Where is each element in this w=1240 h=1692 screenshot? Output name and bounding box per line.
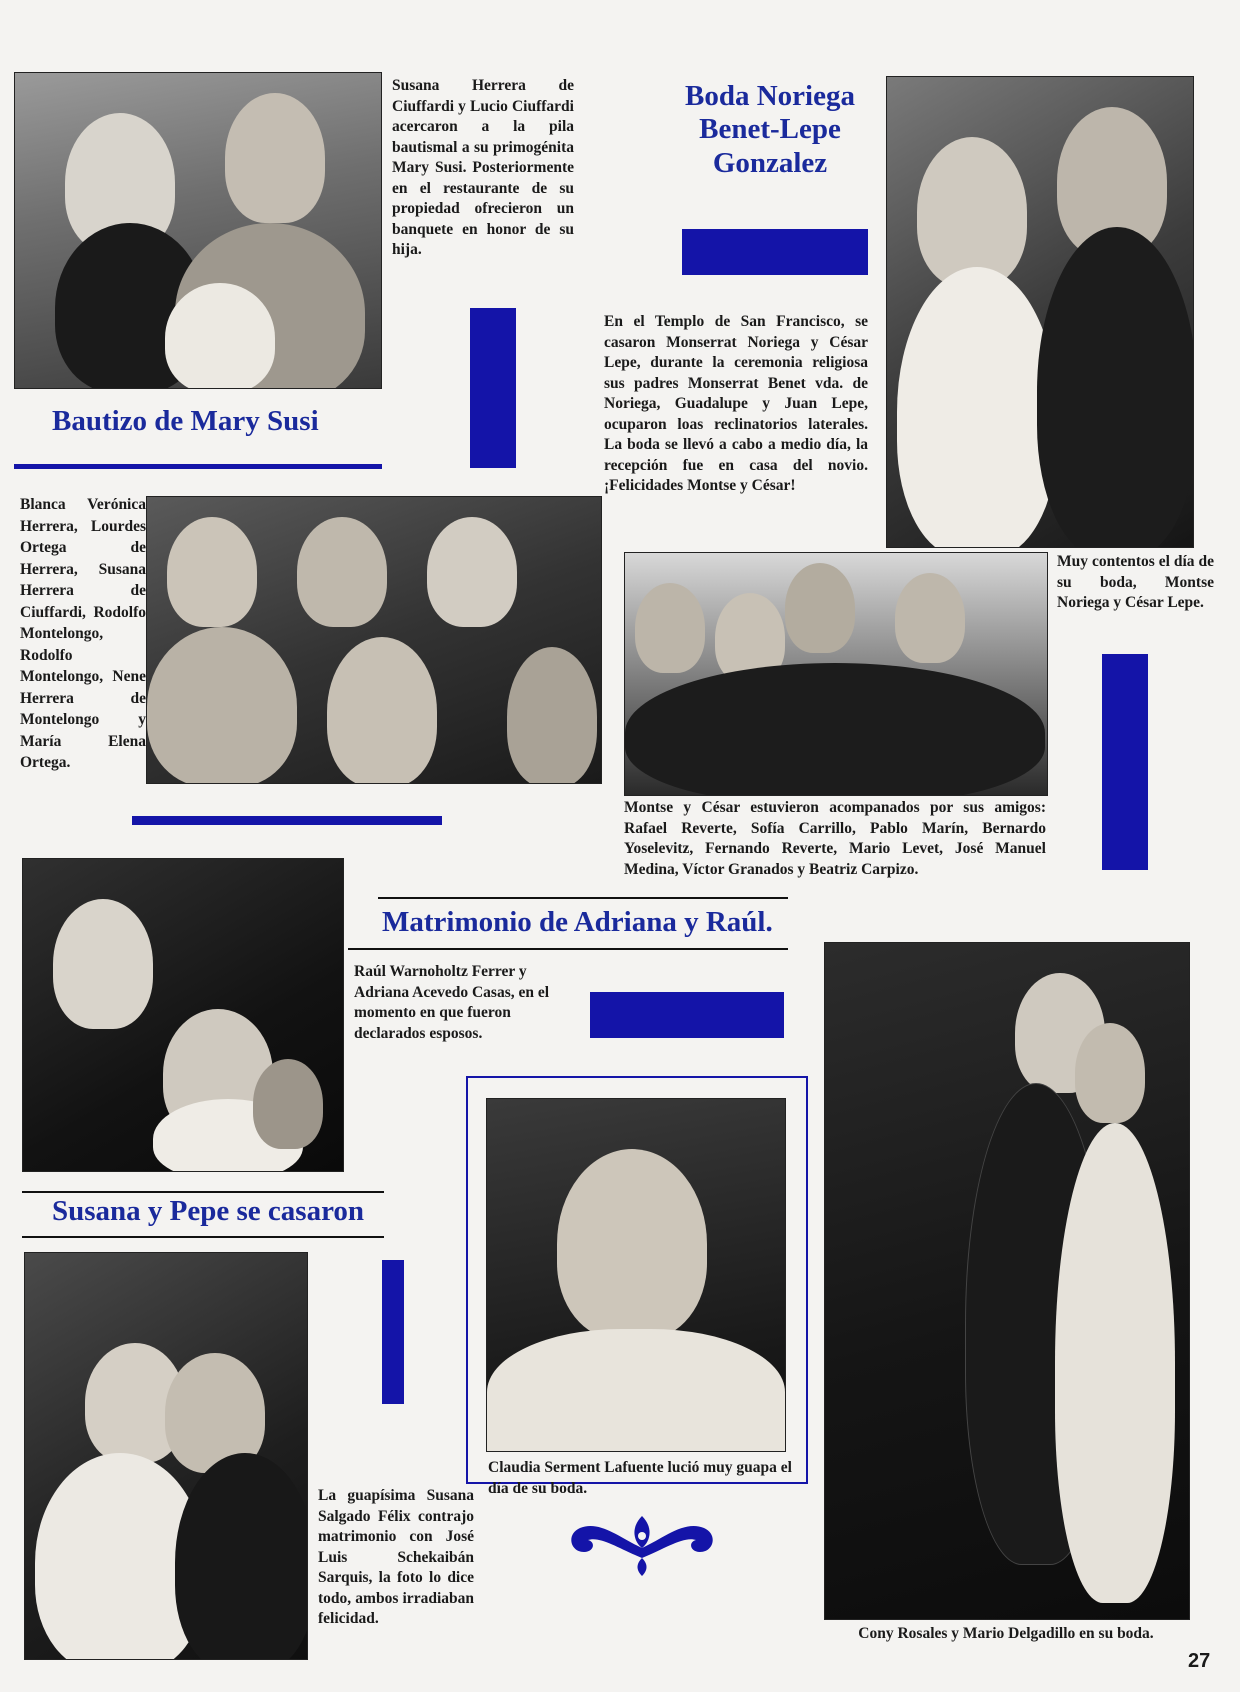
matrimonio-headline: Matrimonio de Adriana y Raúl. (382, 906, 773, 938)
family-photo (146, 496, 602, 784)
ornament-icon (560, 1508, 724, 1578)
claudia-caption: Claudia Serment Lafuente lució muy guapa el día de su boda. (488, 1459, 792, 1497)
susana-pepe-photo (24, 1252, 308, 1660)
amigos-caption: Montse y César estuvieron acompanados por sus amigos: Rafael Reverte, Sofía Carrillo, Pablo Marín, Bernardo Yoselevitz, Fernando Reverte, Mario Levet, José Manuel Medina, Víctor Granados y Beatriz Carpizo. (624, 799, 1046, 878)
adriana-raul-photo (22, 858, 344, 1172)
susana-top-line (22, 1191, 384, 1193)
bautizo-headline: Bautizo de Mary Susi (52, 405, 319, 437)
susana-caption: La guapísima Susana Salgado Félix contrajo matrimonio con José Luis Schekaibán Sarquis, la foto lo dice todo, ambos irradiaban felicidad. (318, 1487, 474, 1627)
bautizo-caption: Susana Herrera de Ciuffardi y Lucio Ciuffardi acercaron a la pila bautismal a su primogénita Mary Susi. Posteriormente en el restaurante de su propiedad ofrecieron un banquete en honor de su hija. (392, 77, 574, 258)
claudia-photo (486, 1098, 786, 1452)
matrimonio-bottom-line (348, 948, 788, 950)
susana-bottom-line (22, 1236, 384, 1238)
family-rule (132, 816, 442, 825)
boda-couple-photo (886, 76, 1194, 548)
bautizo-rule (14, 464, 382, 469)
blue-bar-vertical-2 (1102, 654, 1148, 870)
blue-bar-horizontal-2 (590, 992, 784, 1038)
boda-caption: En el Templo de San Francisco, se casaron Monserrat Noriega y César Lepe, durante la ceremonia religiosa sus padres Monserrat Benet vda. de Noriega, Guadalupe y Juan Lepe, ocuparon loas reclinatorios laterales. La boda se llevó a cabo a medio día, la recepción fue en casa del novio. ¡Felicidades Montse y César! (604, 313, 868, 494)
raul-caption: Raúl Warnoholtz Ferrer y Adriana Acevedo Casas, en el momento en que fueron declarados esposos. (354, 963, 550, 1042)
cony-mario-photo (824, 942, 1190, 1620)
matrimonio-top-line (378, 897, 788, 899)
bautizo-photo (14, 72, 382, 389)
friends-photo (624, 552, 1048, 796)
blue-bar-horizontal-1 (682, 229, 868, 275)
blue-bar-vertical-1 (470, 308, 516, 468)
blue-bar-vertical-3 (382, 1260, 404, 1404)
family-caption: Blanca Verónica Herrera, Lourdes Ortega de Herrera, Susana Herrera de Ciuffardi, Rodolfo Montelongo, Rodolfo Montelongo, Nene Herrera de Montelongo y María Elena Ortega. (20, 496, 146, 771)
contentos-caption: Muy contentos el día de su boda, Montse Noriega y César Lepe. (1057, 553, 1214, 611)
boda-headline: Boda Noriega Benet-Lepe Gonzalez (685, 80, 855, 179)
page-number: 27 (1188, 1650, 1211, 1672)
susana-pepe-headline: Susana y Pepe se casaron (52, 1195, 365, 1227)
cony-caption: Cony Rosales y Mario Delgadillo en su boda. (858, 1625, 1154, 1642)
